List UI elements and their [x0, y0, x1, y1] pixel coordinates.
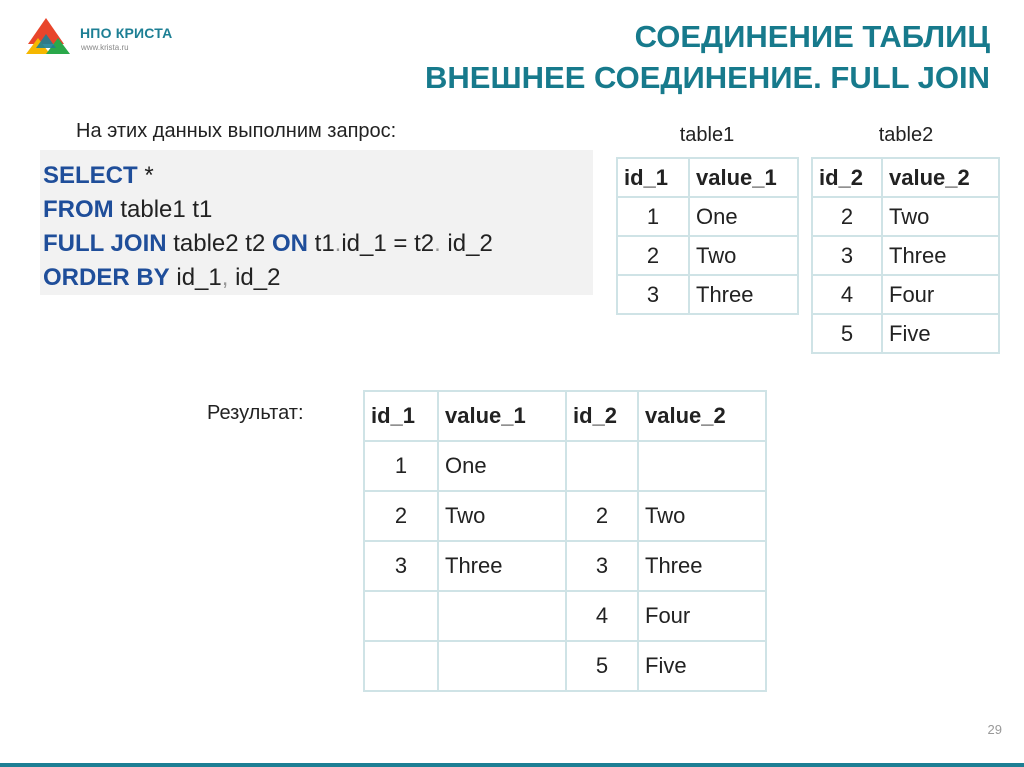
logo-triangles-icon — [24, 16, 76, 60]
keyword: FROM — [43, 196, 114, 223]
table2-label: table2 — [878, 124, 934, 146]
table-cell: Two — [638, 491, 766, 541]
table-header-cell: id_1 — [617, 158, 689, 197]
code-text: * — [137, 162, 154, 189]
table-cell: 3 — [617, 275, 689, 314]
table-cell: 2 — [566, 491, 638, 541]
title-line-1: СОЕДИНЕНИЕ ТАБЛИЦ — [634, 19, 990, 54]
code-dot: . — [434, 230, 441, 257]
intro-text: На этих данных выполним запрос: — [76, 120, 397, 142]
code-comma: , — [221, 264, 229, 291]
table-cell: 4 — [812, 275, 882, 314]
table-header-cell: value_2 — [882, 158, 999, 197]
table-header-cell: value_2 — [638, 391, 766, 441]
table-cell: 4 — [566, 591, 638, 641]
table-cell: 2 — [364, 491, 438, 541]
code-text: id_1 = t2 — [341, 230, 435, 257]
keyword: ON — [271, 230, 308, 257]
table-cell: Three — [882, 236, 999, 275]
keyword: ORDER BY — [43, 264, 170, 291]
table-row — [812, 314, 999, 353]
table-header-row — [617, 158, 798, 197]
table1-label: table1 — [679, 124, 735, 146]
table-row — [812, 275, 999, 314]
table-cell: Four — [638, 591, 766, 641]
keyword: SELECT — [43, 162, 138, 189]
table-header-cell: id_2 — [566, 391, 638, 441]
table-cell: 5 — [812, 314, 882, 353]
table-cell: 3 — [364, 541, 438, 591]
code-line-2 — [43, 193, 593, 227]
table-cell: 2 — [617, 236, 689, 275]
table-header-row — [364, 391, 766, 441]
sql-code-block — [40, 150, 593, 295]
table-cell: 5 — [566, 641, 638, 691]
table-cell — [638, 441, 766, 491]
table-cell — [364, 591, 438, 641]
table-row — [364, 441, 766, 491]
code-text: table1 t1 — [113, 196, 213, 223]
table-cell: One — [689, 197, 798, 236]
code-text: id_1 — [169, 264, 222, 291]
table-row — [812, 236, 999, 275]
table-cell: 1 — [364, 441, 438, 491]
table-cell: Two — [438, 491, 566, 541]
table-cell: Five — [882, 314, 999, 353]
footer-divider — [0, 763, 1024, 767]
code-line-4 — [43, 261, 593, 295]
table-row — [617, 275, 798, 314]
table1 — [616, 157, 799, 315]
code-text: t1 — [307, 230, 335, 257]
table-header-cell: id_2 — [812, 158, 882, 197]
code-text: id_2 — [440, 230, 493, 257]
table-cell: Three — [438, 541, 566, 591]
table-row — [364, 641, 766, 691]
table-cell — [566, 441, 638, 491]
table-cell — [438, 641, 566, 691]
slide-title — [425, 16, 990, 98]
code-text: table2 t2 — [166, 230, 272, 257]
result-table — [363, 390, 767, 692]
table2 — [811, 157, 1000, 354]
table-row — [364, 591, 766, 641]
table-header-cell: value_1 — [438, 391, 566, 441]
code-line-3 — [43, 227, 593, 261]
page-number: 29 — [987, 722, 1002, 737]
table-cell: 1 — [617, 197, 689, 236]
table-row — [364, 491, 766, 541]
table-cell — [364, 641, 438, 691]
logo-url: www.krista.ru — [81, 43, 129, 52]
table-row — [617, 197, 798, 236]
result-label: Результат: — [207, 402, 304, 424]
table-cell: Three — [689, 275, 798, 314]
table-cell — [438, 591, 566, 641]
code-dot: . — [334, 230, 342, 257]
table-header-cell: value_1 — [689, 158, 798, 197]
table-cell: 3 — [812, 236, 882, 275]
table-header-cell: id_1 — [364, 391, 438, 441]
table-cell: 3 — [566, 541, 638, 591]
table-row — [364, 541, 766, 591]
table-header-row — [812, 158, 999, 197]
table-cell: Four — [882, 275, 999, 314]
code-line-1 — [43, 159, 593, 193]
table-row — [617, 236, 798, 275]
table-cell: One — [438, 441, 566, 491]
keyword: FULL JOIN — [43, 230, 167, 257]
table-row — [812, 197, 999, 236]
title-line-2: ВНЕШНЕЕ СОЕДИНЕНИЕ. FULL JOIN — [425, 60, 990, 95]
code-text: id_2 — [228, 264, 281, 291]
table-cell: Two — [689, 236, 798, 275]
logo-name: НПО КРИСТА — [80, 25, 173, 41]
company-logo — [24, 16, 184, 64]
table-cell: Three — [638, 541, 766, 591]
table-cell: 2 — [812, 197, 882, 236]
table-cell: Two — [882, 197, 999, 236]
table-cell: Five — [638, 641, 766, 691]
